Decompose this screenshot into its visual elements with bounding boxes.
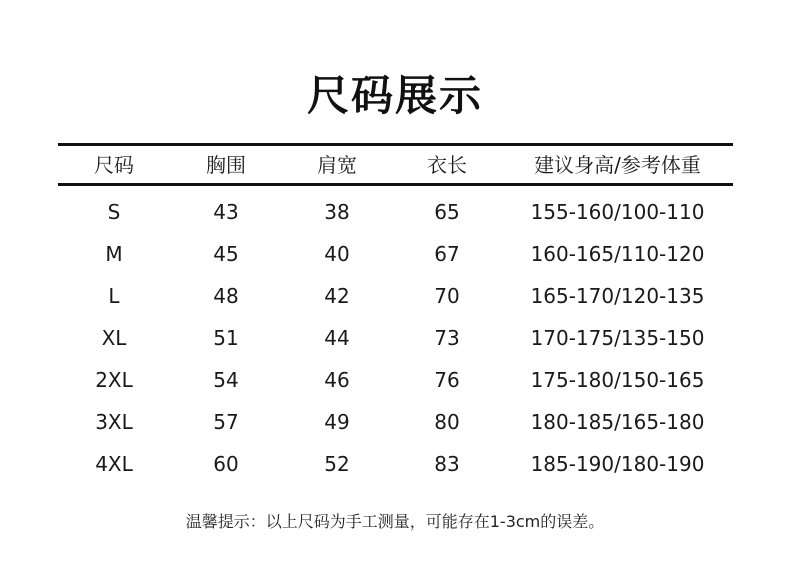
- header-length: 衣长: [427, 153, 467, 177]
- cell-length: 70: [434, 284, 460, 308]
- cell-length: 76: [434, 368, 460, 392]
- table-row: [58, 407, 733, 437]
- page-title: 尺码展示: [306, 71, 483, 120]
- header-chest: 胸围: [206, 153, 246, 177]
- table-row: [58, 281, 733, 311]
- cell-chest: 48: [213, 284, 239, 308]
- table-row: [58, 365, 733, 395]
- table-header: [58, 150, 733, 180]
- cell-height-weight: 185-190/180-190: [530, 452, 705, 476]
- cell-size: 2XL: [95, 368, 133, 392]
- cell-height-weight: 175-180/150-165: [530, 368, 705, 392]
- table-top-rule: [58, 143, 733, 146]
- header-shoulder: 肩宽: [317, 153, 357, 177]
- cell-size: 4XL: [95, 452, 133, 476]
- cell-shoulder: 40: [324, 242, 350, 266]
- header-height-weight: 建议身高/参考体重: [534, 153, 701, 177]
- cell-size: 3XL: [95, 410, 133, 434]
- header-size: 尺码: [94, 153, 134, 177]
- cell-chest: 51: [213, 326, 239, 350]
- cell-length: 73: [434, 326, 460, 350]
- cell-shoulder: 42: [324, 284, 350, 308]
- cell-chest: 45: [213, 242, 239, 266]
- cell-length: 65: [434, 200, 460, 224]
- cell-height-weight: 170-175/135-150: [530, 326, 705, 350]
- cell-height-weight: 180-185/165-180: [530, 410, 705, 434]
- table-row: [58, 323, 733, 353]
- cell-shoulder: 44: [324, 326, 350, 350]
- cell-size: M: [105, 242, 123, 266]
- table-row: [58, 197, 733, 227]
- cell-length: 67: [434, 242, 460, 266]
- cell-chest: 54: [213, 368, 239, 392]
- cell-shoulder: 38: [324, 200, 350, 224]
- cell-length: 83: [434, 452, 460, 476]
- cell-size: XL: [101, 326, 127, 350]
- cell-height-weight: 160-165/110-120: [530, 242, 705, 266]
- table-row: [58, 449, 733, 479]
- cell-height-weight: 165-170/120-135: [530, 284, 705, 308]
- cell-length: 80: [434, 410, 460, 434]
- cell-size: L: [108, 284, 120, 308]
- cell-shoulder: 49: [324, 410, 350, 434]
- table-header-rule: [58, 183, 733, 186]
- cell-shoulder: 52: [324, 452, 350, 476]
- cell-chest: 60: [213, 452, 239, 476]
- cell-size: S: [107, 200, 121, 224]
- cell-chest: 43: [213, 200, 239, 224]
- cell-chest: 57: [213, 410, 239, 434]
- table-row: [58, 239, 733, 269]
- measurement-note: 温馨提示：以上尺码为手工测量，可能存在1-3cm的误差。: [185, 512, 605, 531]
- cell-height-weight: 155-160/100-110: [530, 200, 705, 224]
- cell-shoulder: 46: [324, 368, 350, 392]
